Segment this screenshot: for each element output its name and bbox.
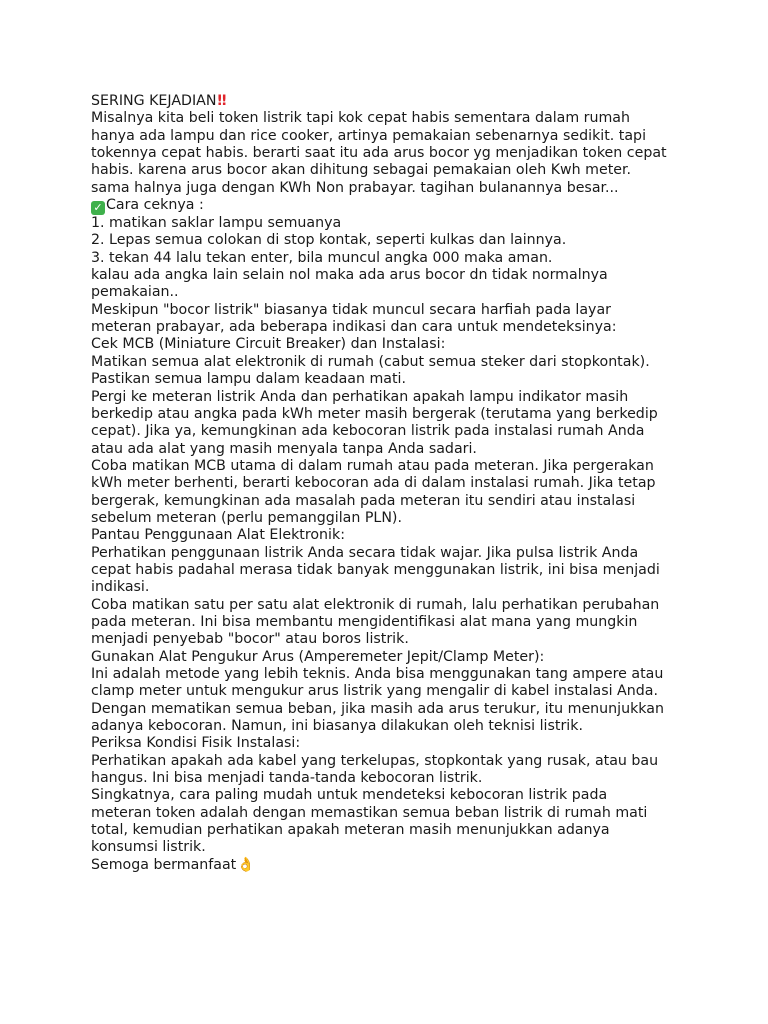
step-line: pemakaian.. [91,284,179,301]
heading-text: SERING KEJADIAN [91,93,217,109]
body-line: Cek MCB (Miniature Circuit Breaker) dan Instalasi: [91,336,446,353]
body-line: Pastikan semua lampu dalam keadaan mati. [91,371,406,388]
double-exclamation-icon: ‼ [217,93,224,109]
body-line: menjadi penyebab "bocor" atau boros listrik. [91,631,409,648]
body-line: Dengan mematikan semua beban, jika masih ada arus terukur, itu menunjukkan [91,700,664,717]
body-line: pada meteran. Ini bisa membantu mengidentifikasi alat mana yang mungkin [91,613,638,630]
check-mark-icon: ✓ [91,201,105,215]
document-body [91,93,691,874]
step-line: 2. Lepas semua colokan di stop kontak, seperti kulkas dan lainnya. [91,232,567,249]
body-line: Periksa Kondisi Fisik Instalasi: [91,735,301,752]
steps-heading-text: Cara ceknya : [106,197,204,214]
body-line: meteran prabayar, ada beberapa indikasi dan cara untuk mendeteksinya: [91,319,617,336]
body-line: berkedip atau angka pada kWh meter masih bergerak (terutama yang berkedip [91,405,658,422]
body-line: Perhatikan penggunaan listrik Anda secara tidak wajar. Jika pulsa listrik Anda [91,544,639,561]
body-text [91,302,691,857]
intro-line: Misalnya kita beli token listrik tapi kok cepat habis sementara dalam rumah [91,110,630,127]
body-line: Pantau Penggunaan Alat Elektronik: [91,527,345,544]
intro-line: tokennya cepat habis. berarti saat itu ada arus bocor yg menjadikan token cepat [91,145,667,162]
body-line: Ini adalah metode yang lebih teknis. Anda bisa menggunakan tang ampere atau [91,666,664,682]
body-line: Gunakan Alat Pengukur Arus (Amperemeter Jepit/Clamp Meter): [91,648,545,665]
ok-hand-icon: 👌 [237,856,255,873]
steps-list [91,215,691,302]
heading-line [91,93,691,110]
step-line: 3. tekan 44 lalu tekan enter, bila muncul angka 000 maka aman. [91,249,553,266]
step-line: kalau ada angka lain selain nol maka ada arus bocor dn tidak normalnya [91,267,608,284]
step-line: 1. matikan saklar lampu semuanya [91,215,342,232]
body-line: Coba matikan satu per satu alat elektronik di rumah, lalu perhatikan perubahan [91,596,660,613]
body-line: Singkatnya, cara paling mudah untuk mendeteksi kebocoran listrik pada [91,787,608,804]
body-line: atau ada alat yang masih menyala tanpa Anda sadari. [91,440,477,457]
body-line: adanya kebocoran. Namun, ini biasanya dilakukan oleh teknisi listrik. [91,718,583,735]
intro-paragraph [91,110,691,197]
intro-line: habis. karena arus bocor akan dihitung sebagai pemakaian oleh Kwh meter. [91,162,632,179]
body-line: meteran token adalah dengan memastikan semua beban listrik di rumah mati [91,804,648,821]
body-line: Meskipun "bocor listrik" biasanya tidak muncul secara harfiah pada layar [91,301,611,318]
intro-line: hanya ada lampu dan rice cooker, artinya pemakaian sebenarnya sedikit. tapi [91,127,647,144]
body-line: Pergi ke meteran listrik Anda dan perhatikan apakah lampu indikator masih [91,388,629,405]
body-line: Matikan semua alat elektronik di rumah (cabut semua steker dari stopkontak). [91,353,650,370]
body-line: Perhatikan apakah ada kabel yang terkelupas, stopkontak yang rusak, atau bau [91,752,659,769]
body-line: sebelum meteran (perlu pemanggilan PLN). [91,509,402,526]
closing-line [91,857,691,874]
body-line: clamp meter untuk mengukur arus listrik yang mengalir di kabel instalasi Anda. [91,683,658,700]
body-line: total, kemudian perhatikan apakah meteran masih menunjukkan adanya [91,822,610,839]
body-line: konsumsi listrik. [91,839,206,856]
intro-line: sama halnya juga dengan KWh Non prabayar. tagihan bulanannya besar... [91,179,619,196]
closing-text: Semoga bermanfaat [91,856,237,873]
body-line: bergerak, kemungkinan ada masalah pada meteran itu sendiri atau instalasi [91,492,636,509]
body-line: kWh meter berhenti, berarti kebocoran ada di dalam instalasi rumah. Jika tetap [91,475,656,492]
body-line: Coba matikan MCB utama di dalam rumah atau pada meteran. Jika pergerakan [91,457,654,474]
steps-heading-line [91,197,691,215]
body-line: hangus. Ini bisa menjadi tanda-tanda kebocoran listrik. [91,770,483,787]
body-line: cepat). Jika ya, kemungkinan ada kebocoran listrik pada instalasi rumah Anda [91,423,645,440]
body-line: cepat habis padahal merasa tidak banyak menggunakan listrik, ini bisa menjadi [91,561,660,578]
body-line: indikasi. [91,579,150,596]
